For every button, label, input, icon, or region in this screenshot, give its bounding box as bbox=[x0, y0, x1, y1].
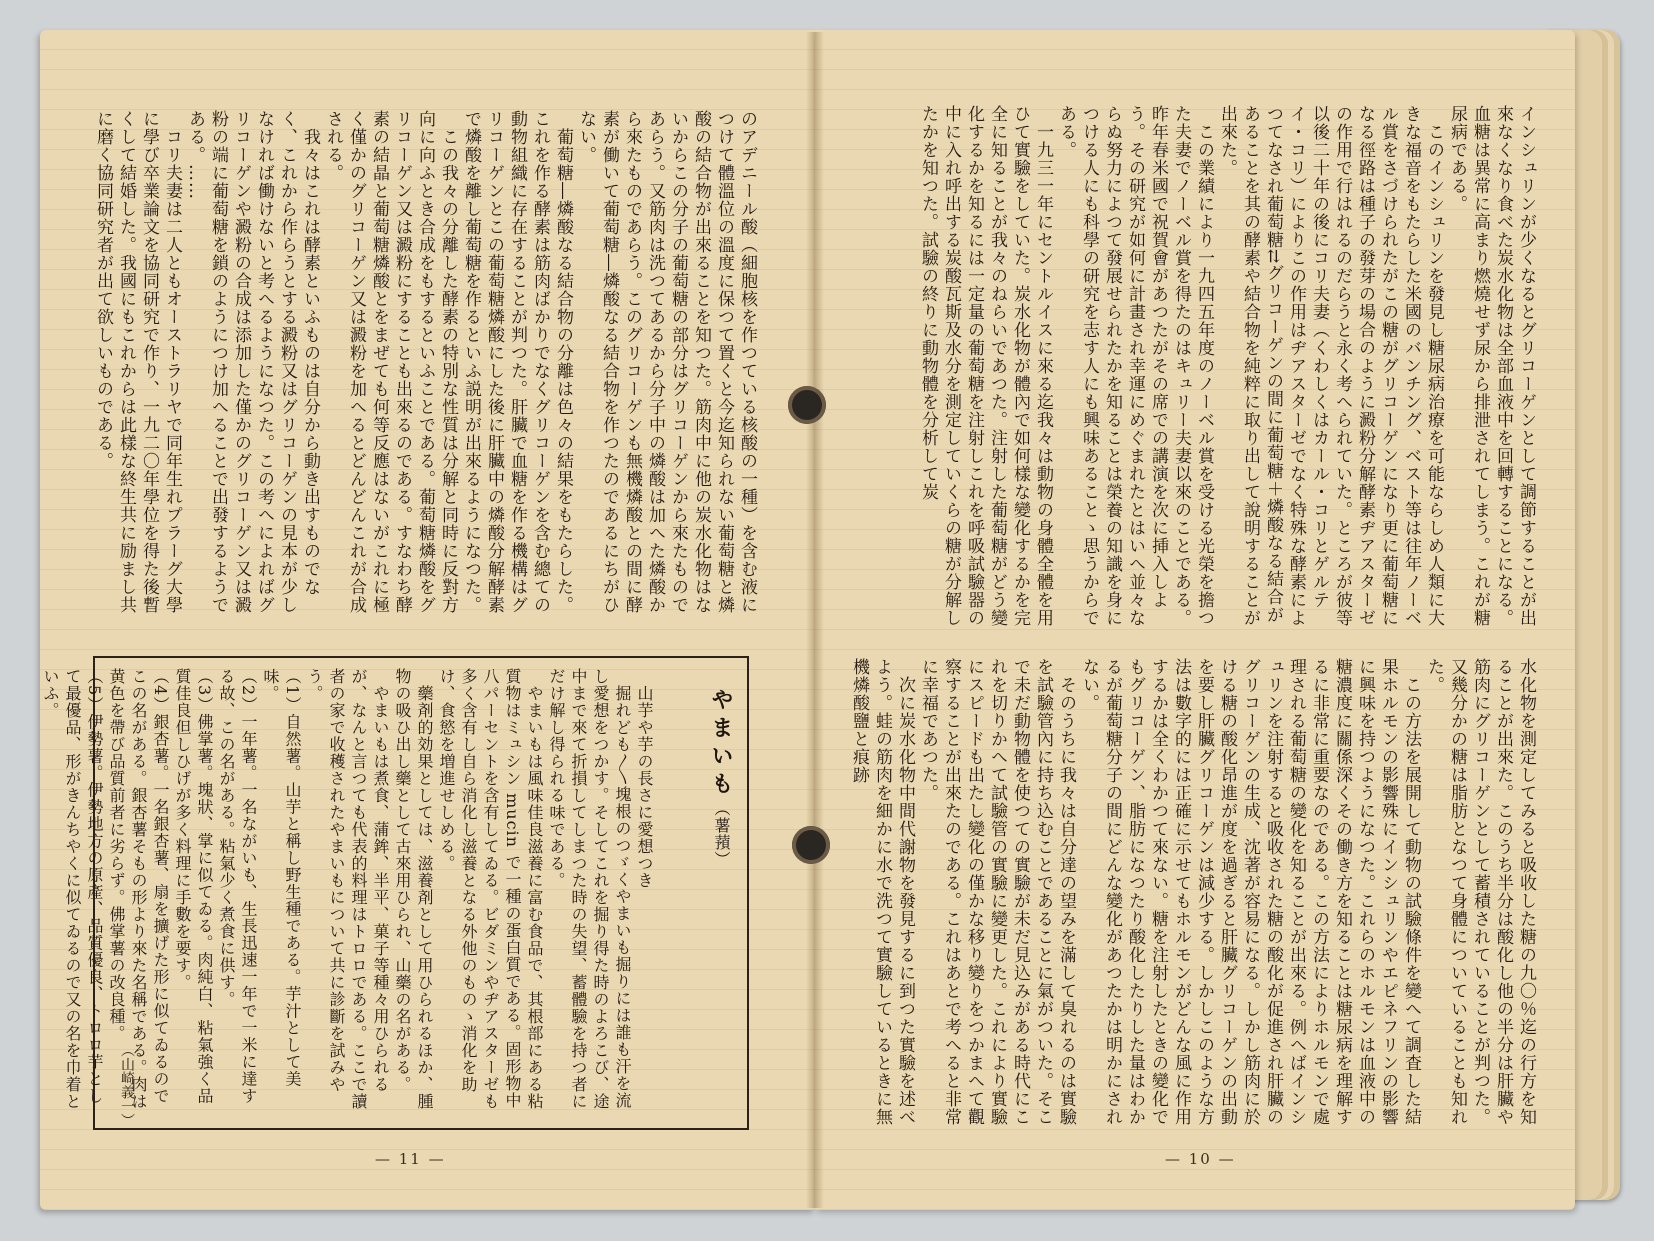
right-page-top-text: インシュリンが少くなるとグリコーゲンとして調節することが出來なくなり食べた炭水化物は全部血液中を回轉することになる。血糖は異常に高まり燃燒せず尿から排泄されてしまう。これが糖尿病である。 このインシュリンを發見し糖尿病治療を可能ならしめ人類に大きな福音をもたらした米國のバンチング、ベスト等は往年ノーベル賞をさづけられたがこの糖がグリコーゲンになり更に葡萄糖になる徑路は種子の發芽の場合のように澱粉分解酵素ヂアスターゼの作用で行はれるのだらうと永く考へられていた。ところが彼等以後二十年の後にコリ夫妻（くわしくはカール・コリとゲルテイ・コリ）によりこの作用はヂアスターゼでなく特殊な酵素によつてなされ葡萄糖⇄グリコーゲンの間に葡萄糖＋燐酸なる結合があることを其の酵素や結合物を純粹に取り出して說明することが出來た。 この業績により一九四五年度のノーベル賞を受ける光榮を擔つた夫妻でノーベル賞を得たのはキュリー夫妻以來のことである。昨年春米國で祝賀會があつたがその席での講演を次に挿入しよう。その研究が如何に計畫され幸運にめぐまれたとはいへ並々ならぬ努力によつて發展せられたかを知ることは榮養の知識を身につける人にも科學の研究を志す人にも興味あることゝ思うからである。 一九三一年にセントルイスに來る迄我々は動物の身體全體を用ひて實驗をしていた。炭水化物が體內で如何樣な變化するかを完全に知ることが我々のねらいであつた。注射した葡萄糖がどう變化するかを知るには一定量の葡萄糖を注射しこれを呼吸試驗器の中に入れ呼出する炭酸瓦斯及水分を測定していくらの糖が分解したかを知つた。試驗の終りに動物體を分析して炭 bbox=[918, 105, 1536, 627]
right-page bbox=[815, 30, 1575, 1210]
yamaimo-column-box bbox=[41, 656, 749, 1130]
box-title-main: やまいも bbox=[708, 688, 734, 800]
book-gutter bbox=[806, 32, 824, 1208]
binding-hole-top bbox=[788, 386, 826, 424]
box-title-subtitle: （薯蕷） bbox=[712, 800, 731, 868]
left-page-top-text: のアデニール酸（細胞核を作つている核酸の一種）を含む液につけて體溫位の溫度に保つて置くと今迄知られない葡萄糖と燐酸の結合物が出來ることを知つた。筋肉中に他の炭水化物はないからこの分子の葡萄糖の部分はグリコーゲンから來たものであらう。又筋肉は洗つてあるから分子中の燐酸は加へた燐酸から來たものであらう。このグリコーゲンも無機燐酸との間に酵素が働いて葡萄糖―燐酸なる結合物を作つたのであるにちがひない。 葡萄糖―燐酸なる結合物の分離は色々の結果をもたらした。これを作る酵素は筋肉ばかりでなくグリコーゲンを含む總ての動物組織に存在することが判つた。肝臟で血糖を作る機構はグリコーゲンとこの葡萄糖燐酸にした後に肝臟中の燐酸分解酵素で燐酸を離し葡萄糖を作るといふ説明が出來るようになつた。 この我々の分離した酵素の特別な性質は分解と同時に反對方向に向ふとき合成をもするといふことである。葡萄糖燐酸をグリコーゲン又は澱粉にすることも出來るのである。すなわち酵素の結晶と葡萄糖燐酸とをまぜても何等反應はないがこれに極く僅かのグリコーゲン又は澱粉を加へるとどんどんこれが合成される。 我々はこれは酵素といふものは自分から動き出すものでなく、これから作らうとする澱粉又はグリコーゲンの見本が少しなければ働けないと考へるようになつた。この考へによればグリコーゲンや澱粉の合成は添加した僅かのグリコーゲン又は澱粉の端に葡萄糖を鎖のようにつけ加へることで出發するようである。…… コリ夫妻は二人ともオーストラリヤで同年生れプラーグ大學に學び卒業論文を協同研究で作り、一九二〇年學位を得た後暫くして結婚した。我國にもこれからは此樣な終生共に励まし共に磨く協同研究者が出て欲しいものである。 bbox=[93, 110, 757, 614]
box-body-text: 山芋や芋の長さに愛想つき 掘れども〳〵塊根のつゞくやまいも掘りには誰も汗を流し愛想をつかす。そしてこれを掘り得た時のよろこび、途中まで來て折損してしまつた時の失望、蓄體驗を持つ者にだけ解し得られる味である。 やまいもは風味佳良滋養に富む食品で、其根部にある粘質物はミュシン mucin で一種の蛋白質である。固形物中八パーセントを含有してゐる。ビダミンやヂアスターゼも多く含有し自ら消化し滋養となる外他のものゝ消化を助け、食慾を増進せしめる。 藥剤的効果としては、滋養剤として用ひられるほか、腫物の吸ひ出し藥として古來用ひられ、山藥の名がある。 やまいもは煮食、蒲鉾、半平、菓子等種々用ひられるが、なんと言つても代表的料理はトロロである。ここで讀者の家で收穫されたやまいもについて共に診斷を試みやう。 （1）自然薯。山芋と稱し野生種である。芋汁として美味。 （2）一年薯。一名ながいも、生長迅速一年で一米に達する故、この名がある。粘氣少く煮食に供す。 （3）佛掌薯。塊狀、掌に似てゐる。肉純白、粘氣強く品質佳良但しひげが多く料理に手數を要す。 （4）銀杏薯。一名銀杏薯、扇を擴げた形に似てゐるのでこの名がある。銀杏薯そもの形より來た名稱である。肉は黄色を帶び品質前者に劣らず。佛掌薯の改良種。 （5）伊勢薯。伊勢地方の原產、品質優良、トロロ芋として最優品、形がきんちやくに似てゐるので又の名を巾着といふ。 bbox=[41, 668, 654, 1110]
page-number-right: — 10 — bbox=[1165, 1150, 1236, 1168]
page-number-left: — 11 — bbox=[375, 1150, 446, 1168]
binding-hole-bottom bbox=[792, 826, 830, 864]
box-title bbox=[667, 688, 737, 938]
left-page bbox=[40, 30, 815, 1210]
right-page-bottom-text: 水化物を測定してみると吸收した糖の九〇％迄の行方を知ることが出來た。このうち半分は酸化し他の半分は肝臟や筋肉にグリコーゲンとして蓄積されていることが判つた。又幾分かの糖は脂肪となつて身體についていることも知れた。 この方法を展開して動物の試驗條件を變へて調査した結果ホルモンの影響殊にインシュリンやエピネフリンの影響に興味を持つようになつた。これらのホルモンは血液中の糖濃度に關係深くその働き方を知ることは糖尿病を理解するに非常に重要なのである。この方法によりホルモンで處理される葡萄糖の變化を知ることが出來る。例へばインシュリンを注射すると吸收された糖の酸化が促進され肝臟のグリコーゲンの生成、沈著が容易になる。しかし筋肉に於ける糖の酸化昂進が度を過ぎると肝臟グリコーゲンの出動を要し肝臟グリコーゲンは減少する。しかしこのような方法は數字的には正確に示せてもホルモンがどんな風に作用するかは全くわかつて來ない。糖を注射したときの變化でもグリコーゲン、脂肪になつたり酸化したりした量はわかるが葡萄糖分子の間にどんな變化があつたかは明かにされない。 そのうちに我々は自分達の望みを滿して臭れるのは實驗を試驗管內に持ち込むことであることに氣がついた。そこで未だ動物體を使つての實驗が未だ見込みがある時代にこれを切りかへて試驗管の實驗に變更した。これにより實驗にスピードも出たし變化の僅かな移り變りをつかまへて觀察することが出來たのである。これはあとで考へると非常に幸福であつた。 次に炭水化物中間代謝物を發見するに到つた實驗を述べよう。蛙の筋肉を細かに水で洗つて實驗しているときに無機燐酸鹽と痕跡 bbox=[849, 658, 1536, 1126]
box-credit: （山崎義一） bbox=[119, 1043, 135, 1127]
